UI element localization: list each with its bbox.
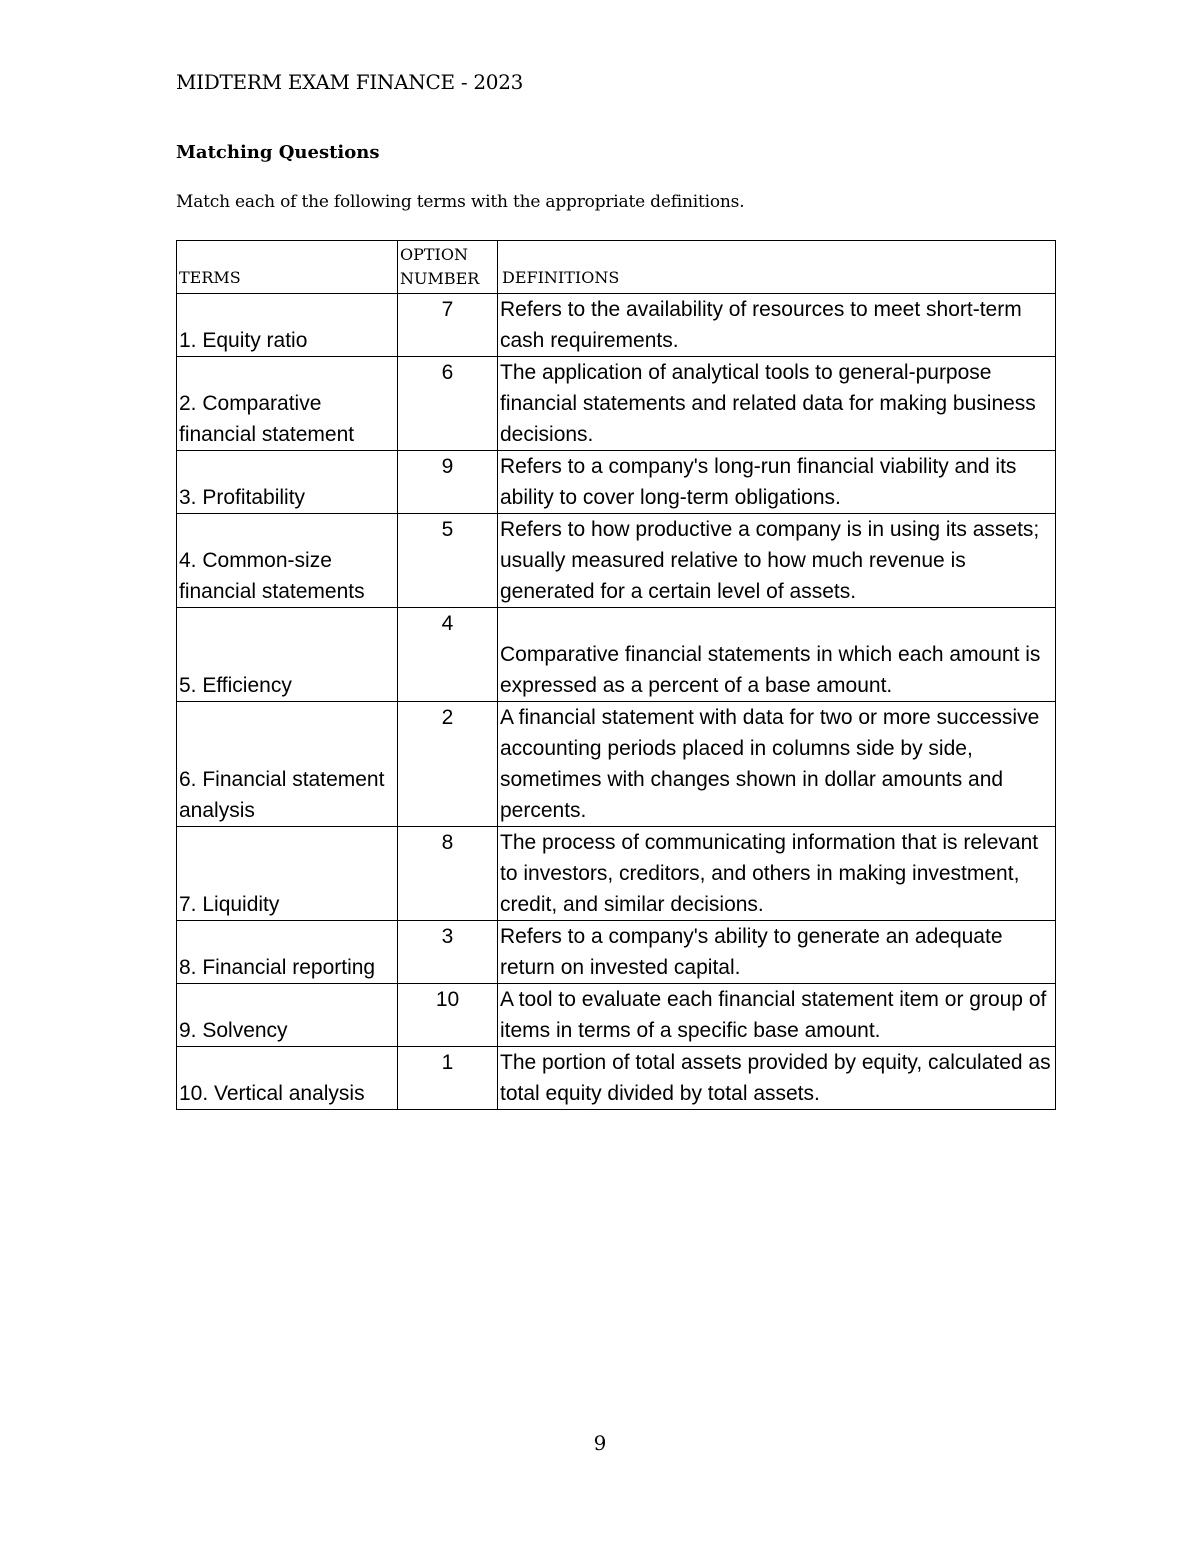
option-header-line2: NUMBER: [400, 269, 480, 288]
definition-cell: A tool to evaluate each financial statement item or group of items in terms of a specific base amount.: [498, 984, 1056, 1047]
instructions-text: Match each of the following terms with the appropriate definitions.: [176, 192, 745, 212]
term-cell: 4. Common-size financial statements: [177, 514, 398, 608]
matching-table: [176, 240, 1056, 1110]
definition-cell: Refers to the availability of resources to meet short-term cash requirements.: [498, 294, 1056, 357]
definition-cell: A financial statement with data for two or more successive accounting periods placed in columns side by side, sometimes with changes shown in dollar amounts and percents.: [498, 702, 1056, 827]
table-row: [177, 1047, 1056, 1110]
section-title: Matching Questions: [176, 142, 380, 163]
definition-cell: Refers to a company's ability to generate an adequate return on invested capital.: [498, 921, 1056, 984]
definition-cell: Comparative financial statements in which each amount is expressed as a percent of a base amount.: [498, 608, 1056, 702]
table-row: [177, 357, 1056, 451]
table-row: [177, 514, 1056, 608]
term-cell: 10. Vertical analysis: [177, 1047, 398, 1110]
option-number-cell: 2: [398, 702, 498, 827]
term-cell: 9. Solvency: [177, 984, 398, 1047]
definition-cell: Refers to a company's long-run financial viability and its ability to cover long-term obligations.: [498, 451, 1056, 514]
definition-cell: The portion of total assets provided by equity, calculated as total equity divided by total assets.: [498, 1047, 1056, 1110]
table-row: [177, 294, 1056, 357]
option-number-cell: 4: [398, 608, 498, 702]
definition-cell: The process of communicating information that is relevant to investors, creditors, and others in making investment, credit, and similar decisions.: [498, 827, 1056, 921]
table-row: [177, 608, 1056, 702]
option-number-cell: 1: [398, 1047, 498, 1110]
definitions-header: DEFINITIONS: [498, 241, 1056, 294]
option-number-header: [398, 241, 498, 294]
definition-cell: The application of analytical tools to general-purpose financial statements and related data for making business decisions.: [498, 357, 1056, 451]
table-row: [177, 827, 1056, 921]
option-number-cell: 8: [398, 827, 498, 921]
table-header-row: [177, 241, 1056, 294]
definition-cell: Refers to how productive a company is in using its assets; usually measured relative to how much revenue is generated for a certain level of assets.: [498, 514, 1056, 608]
term-cell: 3. Profitability: [177, 451, 398, 514]
term-cell: 2. Comparative financial statement: [177, 357, 398, 451]
table-row: [177, 984, 1056, 1047]
option-number-cell: 7: [398, 294, 498, 357]
term-cell: 7. Liquidity: [177, 827, 398, 921]
term-cell: 5. Efficiency: [177, 608, 398, 702]
term-cell: 1. Equity ratio: [177, 294, 398, 357]
option-number-cell: 5: [398, 514, 498, 608]
table-row: [177, 451, 1056, 514]
option-number-cell: 6: [398, 357, 498, 451]
option-number-cell: 9: [398, 451, 498, 514]
table-row: [177, 921, 1056, 984]
term-cell: 6. Financial statement analysis: [177, 702, 398, 827]
term-cell: 8. Financial reporting: [177, 921, 398, 984]
terms-header: TERMS: [177, 241, 398, 294]
option-header-line1: OPTION: [400, 245, 468, 264]
option-number-cell: 3: [398, 921, 498, 984]
option-number-cell: 10: [398, 984, 498, 1047]
page-header-title: MIDTERM EXAM FINANCE - 2023: [176, 70, 524, 94]
table-row: [177, 702, 1056, 827]
page-number: 9: [593, 1431, 607, 1455]
